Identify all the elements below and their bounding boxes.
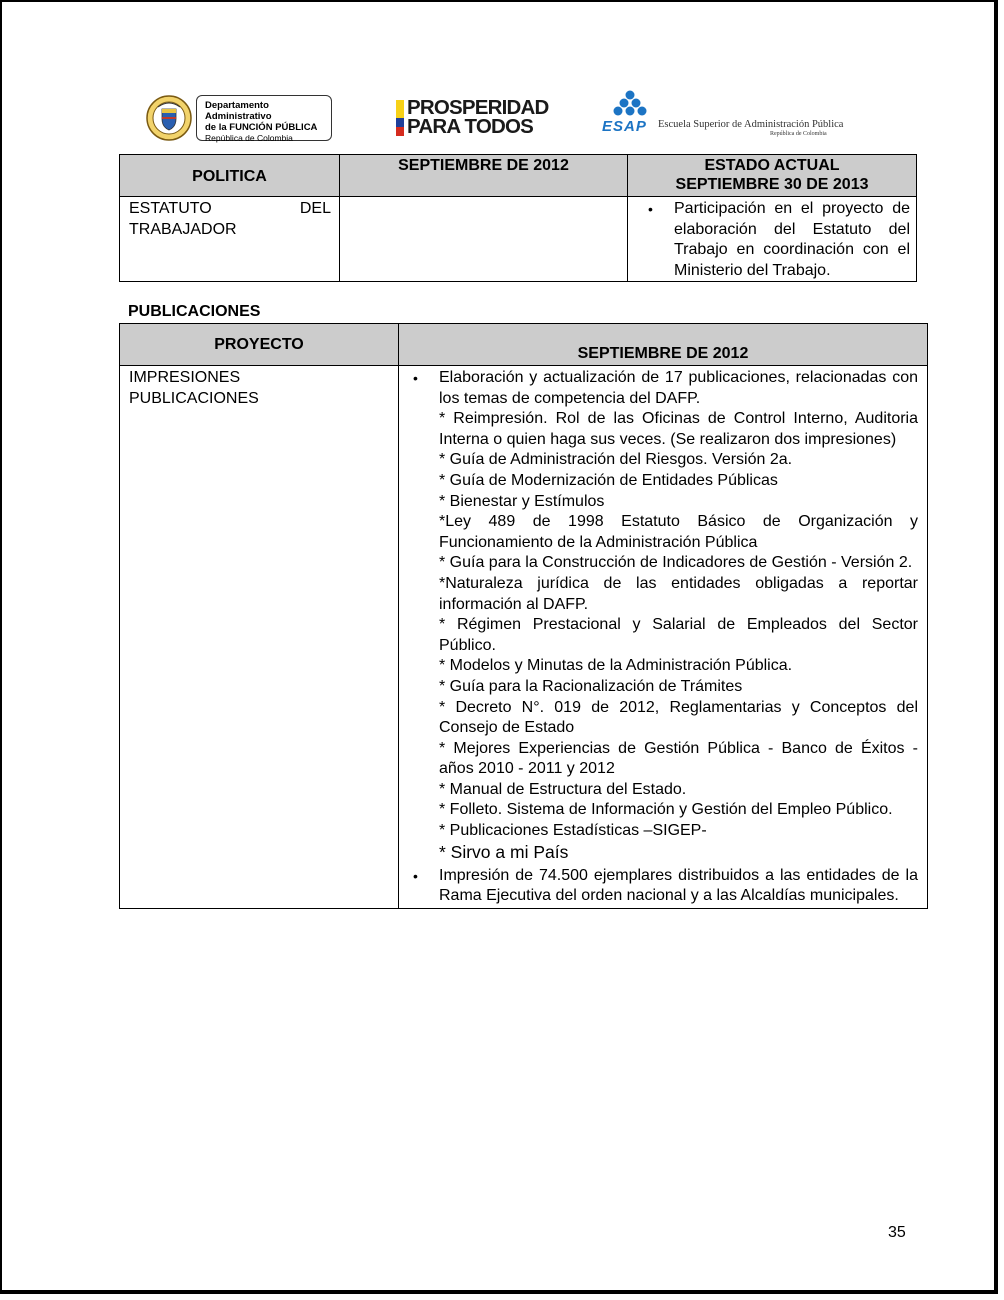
table-row [120, 197, 917, 282]
header-politica-label: POLITICA [192, 168, 267, 186]
publication-item: *Ley 489 de 1998 Estatuto Básico de Organización y Funcionamiento de la Administración Pública [439, 513, 918, 551]
publication-item: * Modelos y Minutas de la Administración Pública. [439, 657, 793, 675]
publication-item: * Decreto N°. 019 de 2012, Reglamentarias y Conceptos del Consejo de Estado [439, 698, 918, 737]
colombia-seal-icon [146, 95, 192, 141]
publication-item: * Guía para la Construcción de Indicadores de Gestión - Versión 2. [439, 554, 913, 572]
dafp-text-box [196, 95, 332, 141]
prosperidad-line-2: PARA TODOS [407, 115, 534, 138]
dafp-line-2: de la FUNCIÓN PÚBLICA [205, 122, 318, 133]
header-proyecto-label: PROYECTO [214, 336, 304, 353]
prosperidad-text [407, 98, 549, 136]
estado-actual-cell [628, 197, 917, 282]
publicaciones-detail-cell [399, 366, 928, 909]
esap-acronym: ESAP [602, 118, 647, 135]
publicaciones-items [399, 409, 918, 841]
impresion-bullet-list [399, 866, 918, 908]
prosperidad-logo [396, 98, 551, 138]
septiembre-2012-cell [340, 197, 628, 282]
table-row [120, 366, 928, 909]
publication-item: * Mejores Experiencias de Gestión Pública - Banco de Éxitos - años 2010 - 2011 y 2012 [439, 739, 918, 778]
header-septiembre-2012 [340, 155, 628, 197]
header-septiembre-2012-b [399, 324, 928, 366]
estado-bullet-list [634, 199, 910, 281]
publicaciones-header-row [120, 324, 928, 366]
publication-item: * Folleto. Sistema de Información y Gestión del Empleo Público. [439, 801, 893, 819]
header-estado-line-1: ESTADO ACTUAL [704, 157, 840, 174]
publication-item: * Manual de Estructura del Estado. [439, 780, 687, 798]
header-proyecto [120, 324, 399, 366]
proyecto-line-2: PUBLICACIONES [129, 389, 259, 407]
page-number: 35 [888, 1224, 906, 1241]
publication-item: *Naturaleza jurídica de las entidades obligadas a reportar información al DAFP. [439, 574, 918, 613]
publicaciones-bullet-list [399, 368, 918, 409]
publicaciones-table [119, 323, 928, 909]
politica-header-row [120, 155, 917, 197]
politica-cell [120, 197, 340, 282]
esap-name: Escuela Superior de Administración Pública [658, 119, 844, 130]
publication-item: * Reimpresión. Rol de las Oficinas de Control Interno, Auditoria Interna o quien haga sus veces. (Se realizaron dos impresiones) [439, 410, 918, 448]
header-estado-line-2: SEPTIEMBRE 30 DE 2013 [675, 176, 869, 193]
dafp-logo [144, 94, 336, 144]
colombia-flag-icon [396, 100, 404, 136]
esap-subtitle: República de Colombia [770, 131, 827, 137]
esap-dots-icon [604, 90, 656, 120]
proyecto-line-1: IMPRESIONES [129, 369, 241, 386]
section-title-publicaciones: PUBLICACIONES [128, 303, 261, 320]
publication-item: * Bienestar y Estímulos [439, 492, 605, 510]
dafp-line-3: República de Colombia [205, 133, 293, 143]
publication-item: * Guía de Administración del Riesgos. Versión 2a. [439, 451, 793, 469]
publication-item-last: * Sirvo a mi País [439, 841, 569, 862]
header-estado-actual [628, 155, 917, 197]
header-septiembre-2012-label: SEPTIEMBRE DE 2012 [398, 157, 569, 174]
publication-item: * Publicaciones Estadísticas –SIGEP- [439, 822, 707, 840]
esap-logo [600, 90, 844, 140]
publication-item: * Guía de Modernización de Entidades Públicas [439, 471, 778, 489]
header-politica [120, 155, 340, 197]
proyecto-cell [120, 366, 399, 909]
politica-table [119, 154, 917, 282]
header-septiembre-2012-b-label: SEPTIEMBRE DE 2012 [577, 345, 749, 363]
politica-value: ESTATUTO DEL TRABAJADOR [129, 200, 331, 238]
publication-item: * Régimen Prestacional y Salarial de Empleados del Sector Público. [439, 616, 918, 654]
list-item: • Participación en el proyecto de elaboración del Estatuto del Trabajo en coordinación con el Ministerio del Trabajo. [634, 199, 910, 281]
list-item: • Impresión de 74.500 ejemplares distribuidos a las entidades de la Rama Ejecutiva del orden nacional y a las Alcaldías municipales. [399, 866, 918, 908]
publication-item: * Guía para la Racionalización de Trámites [439, 677, 743, 695]
prosperidad-line-1: PROSPERIDAD [407, 96, 549, 119]
dafp-line-1: Departamento Administrativo [205, 100, 272, 122]
list-item: • Elaboración y actualización de 17 publicaciones, relacionadas con los temas de competencia del DAFP. [399, 368, 918, 409]
